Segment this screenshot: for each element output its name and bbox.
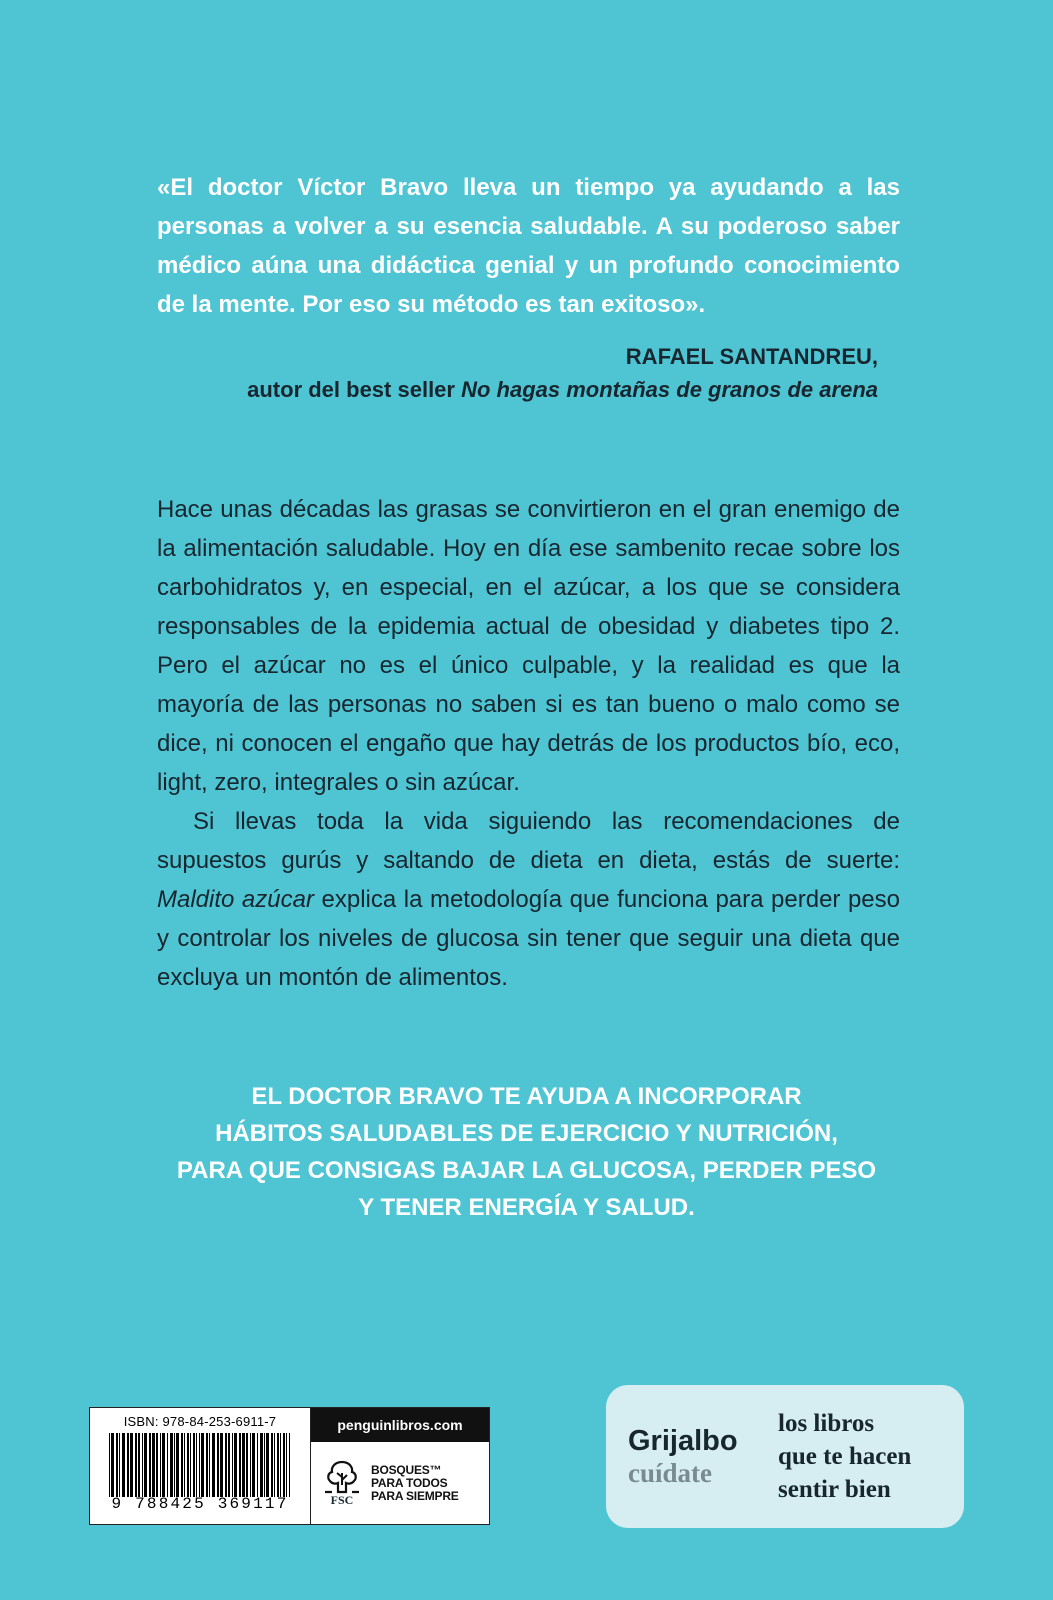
barcode-panel	[89, 1407, 490, 1525]
role-book-title: No hagas montañas de granos de arena	[461, 377, 878, 402]
fsc-logo	[323, 1459, 361, 1508]
fsc-slogan-line-1: BOSQUES™	[371, 1462, 442, 1477]
quote-attribution	[247, 340, 878, 406]
fsc-tree-icon	[323, 1459, 361, 1495]
barcode-digits: 9 788425 369117	[111, 1495, 289, 1513]
publisher-info-area	[311, 1408, 489, 1524]
barcode-area	[90, 1408, 311, 1524]
barcode-icon	[105, 1433, 295, 1497]
highlight-tagline	[0, 1078, 1053, 1226]
publisher-collection: cuídate	[628, 1457, 712, 1488]
highlight-line-2: HÁBITOS SALUDABLES DE EJERCICIO Y NUTRICIÓN,	[215, 1120, 838, 1147]
publisher-tagline	[768, 1407, 911, 1506]
fsc-slogan-line-3: PARA SIEMPRE	[371, 1488, 459, 1503]
highlight-line-4: Y TENER ENERGÍA Y SALUD.	[358, 1194, 695, 1221]
fsc-slogan-line-2: PARA TODOS	[371, 1475, 448, 1490]
p2-text-after: explica la metodología que funciona para perder peso y controlar los niveles de glucosa sin tener que seguir una dieta que excluya un montón de alimentos.	[157, 886, 900, 991]
quote-author: RAFAEL SANTANDREU,	[625, 344, 878, 369]
fsc-certification	[311, 1442, 489, 1524]
tagline-line-1: los libros	[778, 1410, 875, 1437]
p2-book-title: Maldito azúcar	[157, 886, 314, 913]
fsc-letters: FSC	[330, 1492, 354, 1507]
highlight-line-1: EL DOCTOR BRAVO TE AYUDA A INCORPORAR	[251, 1083, 802, 1110]
isbn-label: ISBN: 978-84-253-6911-7	[123, 1414, 277, 1429]
endorsement-quote: «El doctor Víctor Bravo lleva un tiempo ya ayudando a las personas a volver a su esencia saludable. A su poderoso saber médico aúna una didáctica genial y un profundo conocimiento de la mente. Por eso su método es tan exitoso».	[157, 174, 900, 318]
publisher-card	[606, 1385, 964, 1528]
p2-text-before: Si llevas toda la vida siguiendo las recomendaciones de supuestos gurús y saltando de dieta en dieta, estás de suerte:	[157, 808, 900, 874]
website-label: penguinlibros.com	[311, 1408, 489, 1442]
quote-author-role	[247, 373, 878, 406]
publisher-logo	[606, 1425, 768, 1489]
tagline-line-2: que te hacen	[778, 1443, 912, 1470]
tagline-line-3: sentir bien	[778, 1476, 891, 1503]
highlight-line-3: PARA QUE CONSIGAS BAJAR LA GLUCOSA, PERDER PESO	[176, 1157, 877, 1184]
synopsis	[157, 490, 900, 997]
role-prefix: autor del best seller	[247, 377, 462, 402]
publisher-brand: Grijalbo	[628, 1424, 738, 1457]
synopsis-paragraph-1: Hace unas décadas las grasas se convirtieron en el gran enemigo de la alimentación saludable. Hoy en día ese sambenito recae sobre los carbohidratos y, en especial, en el azúcar, a los que se considera responsables de la epidemia actual de obesidad y diabetes tipo 2. Pero el azúcar no es el único culpable, y la realidad es que la mayoría de las personas no saben si es tan bueno o malo como se dice, ni conocen el engaño que hay detrás de los productos bío, eco, light, zero, integrales o sin azúcar.	[157, 496, 900, 796]
fsc-slogan	[371, 1464, 459, 1503]
synopsis-paragraph-2	[157, 802, 900, 997]
